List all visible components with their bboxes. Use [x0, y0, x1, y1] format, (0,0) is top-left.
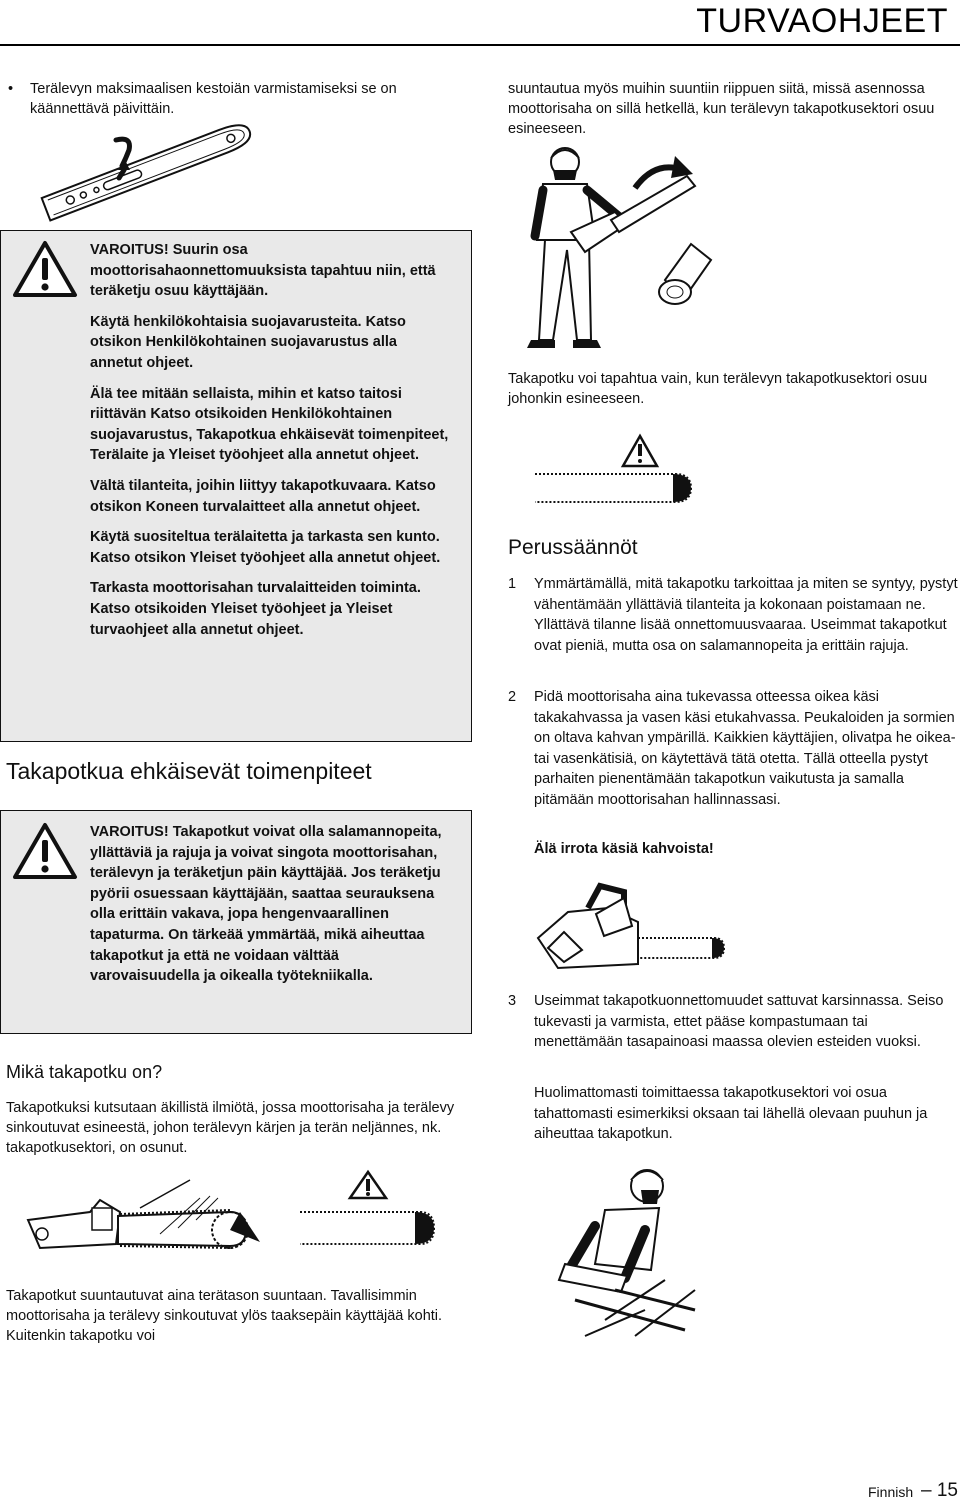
rules-heading: Perussäännöt	[508, 536, 638, 559]
emphasis-text: Älä irrota käsiä kahvoista!	[534, 841, 714, 857]
illustration-caption: Takapotku voi tapahtua vain, kun terälevyn takapotkusektori osuu johonkin esineeseen.	[508, 371, 928, 407]
page-number: 15	[936, 1480, 958, 1501]
bullet-dot: •	[8, 81, 14, 97]
warning-label: VAROITUS!	[90, 242, 169, 258]
rule-text: Useimmat takapotkuonnettomuudet sattuvat karsinnassa. Seiso tukevasti ja varmista, ettet pääse kompastumaan tai menettämään tasapainoasi maassa olevien esteiden vuoksi.	[534, 993, 944, 1050]
warning-1-text	[90, 240, 450, 640]
limbing-illustration	[555, 1160, 705, 1350]
page-title: TURVAOHJEET	[696, 2, 948, 40]
warning-triangle-icon	[12, 240, 78, 298]
rule-number: 2	[508, 689, 517, 705]
warning-2-body: Takapotkut voivat olla salamannopeita, yllättäviä ja rajuja ja voivat singota moottorisahan, terälevyn ja teräketjun päin käyttäjää. Jos teräketju pyörii osuessaan käyttäjään, saattaa seurauksena olla erittäin vakava, jopa hengenvaarallinen tapaturma. On tärkeää ymmärtää, mikä aiheuttaa takapotkut ja että ne voidaan välttää varovaisuudella ja oikealla työtekniikalla.	[90, 824, 442, 985]
warning-1-sentence: Suurin osa moottorisahaonnettomuuksista tapahtuu niin, että teräketju osuu käyttäjään.	[90, 242, 436, 300]
rule-number: 3	[508, 993, 517, 1009]
warning-1-para-5: Käytä suositeltua terälaitetta ja tarkasta sen kunto. Katso otsikon Yleiset työohjeet alla annetut ohjeet.	[90, 529, 441, 566]
continued-paragraph: suuntautua myös muihin suuntiin riippuen siitä, missä asennossa moottorisaha on sillä hetkellä, kun terälevyn takapotkusektori osuu esineeseen.	[508, 81, 935, 137]
chain-sector-illustration	[525, 428, 695, 508]
guide-bar-illustration	[28, 118, 278, 218]
bullet-text: Terälevyn maksimaalisen kestoiän varmistamiseksi se on käännettävä päivittäin.	[30, 81, 397, 117]
warning-1-lead	[90, 240, 450, 302]
section-title: Takapotkua ehkäisevät toimenpiteet	[6, 758, 372, 784]
bullet-item	[8, 79, 468, 119]
rule-item-2	[508, 687, 958, 810]
grip-illustration	[528, 878, 728, 988]
direction-paragraph: Takapotkut suuntautuvat aina terätason suuntaan. Tavallisimmin moottorisaha ja terälevy sinkoutuvat ylös taaksepäin käyttäjää kohti. Kuitenkin takapotku voi	[6, 1288, 443, 1344]
rule-item-1	[508, 574, 958, 656]
kickback-paragraph: Takapotkuksi kutsutaan äkillistä ilmiötä, jossa moottorisaha ja terälevy sinkoutuvat esineestä, johon terälevyn kärjen ja terän neljännes, nk. takapotkusektori, on osunut.	[6, 1100, 455, 1156]
warning-triangle-icon	[12, 822, 78, 880]
title-rule	[0, 44, 960, 46]
kickback-heading: Mikä takapotku on?	[6, 1062, 163, 1082]
rule-item-3	[508, 991, 958, 1053]
warning-2-text	[90, 822, 450, 987]
warning-label: VAROITUS!	[90, 824, 169, 840]
warning-1-para-3: Älä tee mitään sellaista, mihin et katso taitosi riittävän Katso otsikoiden Henkilökohtainen suojavarustus, Takapotkua ehkäisevät toimenpiteet, Terälaite ja Yleiset työohjeet alla annetut ohjeet.	[90, 385, 449, 464]
rule-text: Ymmärtämällä, mitä takapotku tarkoittaa ja miten se syntyy, pystyt vähentämään yllättäviä tilanteita ja kokonaan poistamaan ne. Yllättävä tilanne lisää onnettomuusvaaraa. Useimmat takapotkut ovat pieniä, mutta osa on salamannopeita ja erittäin rajuja.	[534, 576, 958, 654]
rule-number: 1	[508, 576, 517, 592]
rule-text: Pidä moottorisaha aina tukevassa otteessa oikea käsi takakahvassa ja vasen käsi etukahvassa. Peukaloiden ja sormien on oltava kahvan ympärillä. Kaikkien käyttäjien, olivatpa he oikea- tai vasenkätisiä, on käytettävä tätä otetta. Tällä otteella pystyt parhaiten pienentämään takapotkun vaikutusta ja samalla pitämään moottorisahan hallinnassasi.	[534, 689, 956, 808]
warning-1-para-2: Käytä henkilökohtaisia suojavarusteita. Katso otsikon Henkilökohtainen suojavarustus alla annetut ohjeet.	[90, 313, 406, 371]
warning-1-para-4: Vältä tilanteita, joihin liittyy takapotkuvaara. Katso otsikon Koneen turvalaitteet alla annetut ohjeet.	[90, 477, 436, 515]
kickback-sector-illustration	[20, 1172, 460, 1292]
rule-3-extra: Huolimattomasti toimittaessa takapotkusektori voi osua tahattomasti esimerkiksi oksaan tai lähellä olevaan puuhun ja aiheuttaa takapotkun.	[534, 1085, 928, 1142]
warning-1-para-6: Tarkasta moottorisahan turvalaitteiden toiminta. Katso otsikoiden Yleiset työohjeet ja Yleiset turvaohjeet alla annetut ohjeet.	[90, 580, 421, 638]
operator-kickback-illustration	[515, 140, 725, 360]
footer-language: Finnish	[868, 1484, 914, 1500]
footer-dash: –	[921, 1480, 932, 1501]
